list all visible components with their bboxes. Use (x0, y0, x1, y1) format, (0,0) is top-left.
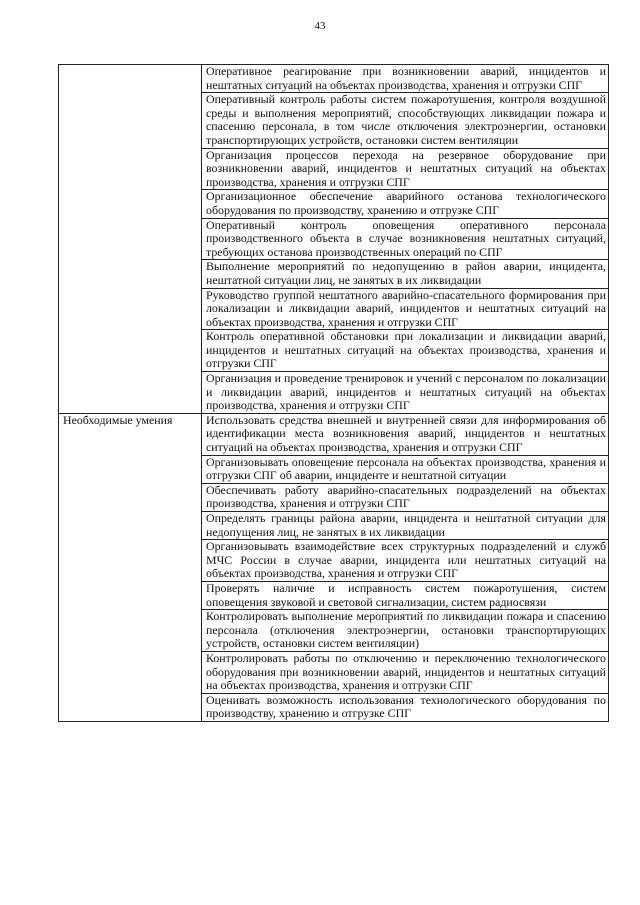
table-row (59, 413, 609, 455)
item-cell: Оценивать возможность использования технологического оборудования по производству, хранению и отгрузке СПГ (202, 693, 609, 721)
section-label-cell (59, 413, 202, 721)
competency-table (58, 64, 609, 722)
item-cell: Организационное обеспечение аварийного останова технологического оборудования по производству, хранению и отгрузке СПГ (202, 190, 609, 218)
item-cell: Оперативный контроль оповещения оперативного персонала производственного объекта в случае возникновения нештатных ситуаций, требующих останова производственных операций по СПГ (202, 218, 609, 260)
item-cell: Контроль оперативной обстановки при локализации и ликвидации аварий, инцидентов и нештатных ситуаций на объектах производства, хранения и отгрузки СПГ (202, 330, 609, 372)
table-body (59, 65, 609, 722)
item-cell: Обеспечивать работу аварийно-спасательных подразделений на объектах производства, хранения и отгрузки СПГ (202, 483, 609, 511)
item-cell: Организовывать взаимодействие всех структурных подразделений и служб МЧС России в случае аварии, инцидента или нештатных ситуаций на объектах производства, хранения и отгрузки СПГ (202, 540, 609, 582)
section-label-cell (59, 65, 202, 414)
item-cell: Выполнение мероприятий по недопущению в район аварии, инцидента, нештатной ситуации лиц, не занятых в их ликвидации (202, 260, 609, 288)
item-cell: Организация и проведение тренировок и учений с персоналом по локализации и ликвидации аварий, инцидентов и нештатных ситуаций на объектах производства, хранения и отгрузки СПГ (202, 372, 609, 414)
section-label: Необходимые умения (63, 412, 173, 427)
item-cell: Организация процессов перехода на резервное оборудование при возникновении аварий, инцидентов и нештатных ситуаций на объектах производства, хранения и отгрузки СПГ (202, 148, 609, 190)
page-number: 43 (314, 20, 326, 32)
item-cell: Проверять наличие и исправность систем пожаротушения, систем оповещения звуковой и световой сигнализации, систем радиосвязи (202, 581, 609, 609)
item-cell: Оперативное реагирование при возникновении аварий, инцидентов и нештатных ситуаций на объектах производства, хранения и отгрузки СПГ (202, 65, 609, 93)
table-row (59, 65, 609, 93)
item-cell: Контролировать работы по отключению и переключению технологического оборудования при возникновении аварий, инцидентов и нештатных ситуаций на объектах производства, хранения и отгрузки СПГ (202, 651, 609, 693)
item-cell: Использовать средства внешней и внутренней связи для информирования об идентификации места возникновения аварий, инцидентов и нештатных ситуаций на объектах производства, хранения и отгрузки СПГ (202, 413, 609, 455)
item-cell: Определять границы района аварии, инцидента и нештатной ситуации для недопущения лиц, не занятых в их ликвидации (202, 512, 609, 540)
item-cell: Оперативный контроль работы систем пожаротушения, контроля воздушной среды и выполнения мероприятий, способствующих ликвидации пожара и спасению персонала, в том числе отключения электроэнергии, остановки транспортирующих устройств, остановки систем вентиляции (202, 93, 609, 148)
item-cell: Контролировать выполнение мероприятий по ликвидации пожара и спасению персонала (отключения электроэнергии, остановки транспортирующих устройств, остановки систем вентиляции) (202, 610, 609, 652)
item-cell: Организовывать оповещение персонала на объектах производства, хранения и отгрузки СПГ об аварии, инциденте и нештатной ситуации (202, 455, 609, 483)
item-cell: Руководство группой нештатного аварийно-спасательного формирования при локализации и ликвидации аварий, инцидентов и нештатных ситуаций на объектах производства, хранения и отгрузки СПГ (202, 288, 609, 330)
